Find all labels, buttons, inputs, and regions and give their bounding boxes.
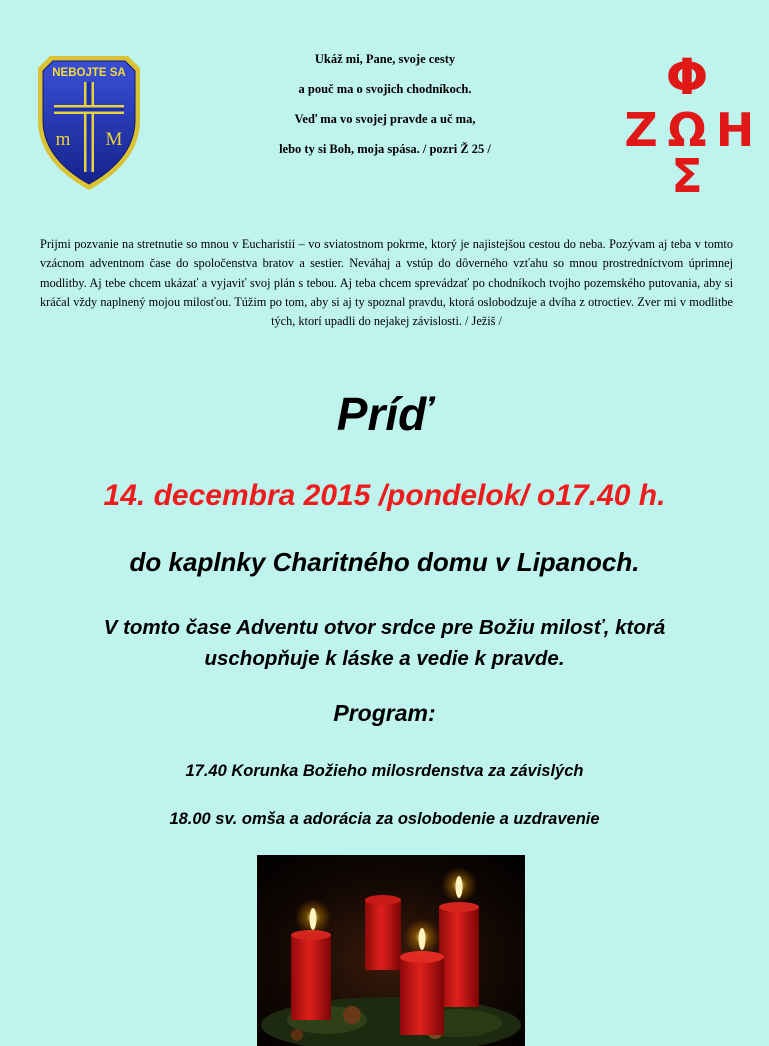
shield-letter-left: m [55, 129, 71, 150]
event-date: 14. decembra 2015 /pondelok/ o17.40 h. [103, 479, 666, 512]
psalm-line: lebo ty si Boh, moja spása. / pozri Ž 25 / [279, 142, 491, 156]
program-item: 17.40 Korunka Božieho milosrdenstva za závislých [185, 762, 584, 780]
program-item: 18.00 sv. omša a adorácia za oslobodenie a uzdravenie [169, 810, 600, 828]
zoe-letter-eta: Η [715, 103, 755, 157]
shield-motto: NEBOJTE SA [52, 67, 126, 79]
psalm-line: Ukáž mi, Pane, svoje cesty [314, 52, 456, 66]
advent-line: uschopňuje k láske a vedie k pravde. [204, 647, 565, 670]
program-heading: Program: [333, 700, 436, 726]
zoe-letter-phi: Φ [665, 48, 709, 106]
zoe-greek-logo [615, 48, 765, 198]
advent-line: V tomto čase Adventu otvor srdce pre Božiu milosť, ktorá [103, 616, 666, 639]
zoe-letter-sigma: Σ [671, 149, 703, 198]
invitation-paragraph: Prijmi pozvanie na stretnutie so mnou v Eucharistii – vo sviatostnom pokrme, ktorý je najistejšou cestou do neba. Pozývam aj teba v tomto vzácnom adventnom čase do spoločenstva bratov a sestier. Neváhaj a vstúp do dôverného vzťahu so mnou prostredníctvom úprimnej modlitby. Aj tebe chcem ukázať a vyjaviť svoj plán s tebou. Aj teba chcem sprevádzať po chodníkoch tvojho pozemského putovania, aby si kráčal vždy naplnený mojou milosťou. Túžim po tom, aby si aj ty spoznal pravdu, ktorá oslobodzuje a dvíha z otroctiev. Zver mi v modlitbe tých, ktorí upadli do nejakej závislosti. / Ježiš / [40, 237, 733, 329]
zoe-letter-omega: Ω [667, 103, 707, 157]
psalm-line: Veď ma vo svojej pravde a uč ma, [294, 112, 476, 126]
psalm-line: a pouč ma o svojich chodníkoch. [298, 82, 472, 96]
page-title: Príď [336, 388, 433, 440]
event-place: do kaplnky Charitného domu v Lipanoch. [129, 547, 640, 577]
advent-message [30, 612, 739, 674]
nebojte-sa-shield-logo [30, 50, 148, 195]
zoe-letter-zeta: Ζ [624, 103, 658, 157]
psalm-verse [200, 50, 570, 170]
advent-candles-image [257, 855, 525, 1046]
shield-letter-right: M [105, 129, 123, 150]
